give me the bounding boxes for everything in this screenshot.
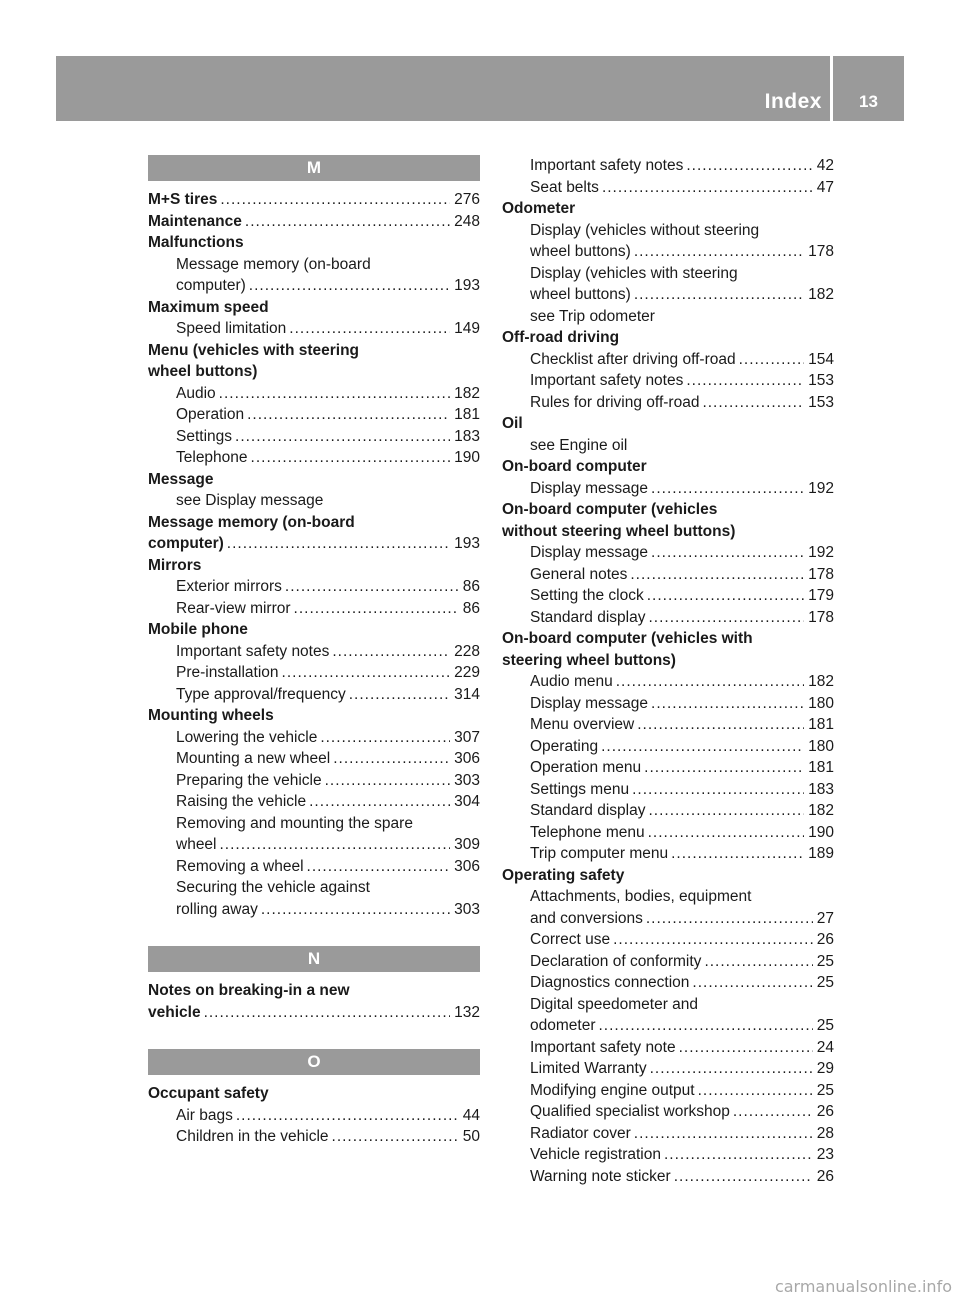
page-reference: 180: [808, 694, 834, 712]
index-entry: [148, 705, 480, 727]
page-reference: 307: [454, 728, 480, 746]
index-entry: [502, 413, 834, 435]
entry-label: Message memory (on-board: [148, 513, 355, 531]
page-reference: 42: [816, 157, 834, 174]
index-subentry[interactable]: [502, 693, 834, 715]
entry-label: Checklist after driving off-road: [530, 350, 736, 368]
index-subentry[interactable]: [148, 576, 480, 598]
index-subentry[interactable]: [502, 951, 834, 973]
page-reference: 182: [808, 802, 834, 819]
index-entry: [148, 980, 480, 1002]
dot-leader: [632, 779, 804, 800]
index-subentry[interactable]: [502, 714, 834, 736]
dot-leader: [325, 770, 451, 791]
index-entry: [148, 1083, 480, 1105]
page-reference: 193: [454, 277, 480, 294]
entry-label: Raising the vehicle: [176, 793, 307, 810]
index-subentry[interactable]: [148, 834, 480, 856]
page-reference: 26: [816, 1103, 834, 1120]
page-reference: 132: [454, 1003, 480, 1021]
dot-leader: [236, 1105, 459, 1126]
index-subentry[interactable]: [148, 598, 480, 620]
entry-label: Audio: [176, 384, 216, 402]
index-subentry[interactable]: [148, 748, 480, 770]
dot-leader: [634, 284, 804, 305]
page-reference: 182: [808, 286, 834, 303]
index-entry: [502, 456, 834, 478]
index-subentry[interactable]: [502, 972, 834, 994]
page-reference: 153: [808, 372, 834, 389]
dot-leader: [294, 598, 459, 619]
entry-label: Occupant safety: [148, 1085, 269, 1102]
dot-leader: [733, 1101, 813, 1122]
page-reference: 25: [816, 1081, 834, 1099]
index-entry: [148, 232, 480, 254]
entry-label: Air bags: [176, 1106, 233, 1124]
index-subentry[interactable]: [148, 727, 480, 749]
dot-leader: [674, 1166, 813, 1187]
index-entry[interactable]: [148, 533, 480, 555]
entry-label: Diagnostics connection: [530, 974, 690, 991]
entry-label: Mounting a new wheel: [176, 750, 331, 767]
index-subentry: [148, 813, 480, 835]
dot-leader: [309, 791, 450, 812]
dot-leader: [320, 727, 450, 748]
entry-label: On-board computer (vehicles: [502, 501, 718, 518]
dot-leader: [251, 447, 451, 468]
index-subentry: [502, 263, 834, 285]
entry-label: Menu overview: [530, 716, 635, 733]
entry-label: rolling away: [176, 900, 258, 918]
page-reference: 182: [454, 384, 480, 402]
index-subentry[interactable]: [502, 1166, 834, 1188]
entry-label: Exterior mirrors: [176, 578, 282, 595]
entry-label: computer): [148, 535, 224, 552]
dot-leader: [616, 671, 804, 692]
index-entry: [502, 650, 834, 672]
entry-label: computer): [176, 277, 246, 294]
dot-leader: [704, 951, 812, 972]
page-reference: 190: [808, 823, 834, 841]
dot-leader: [648, 607, 804, 628]
index-subentry: [148, 254, 480, 276]
page-reference: 25: [816, 952, 834, 970]
dot-leader: [307, 856, 451, 877]
entry-label: Declaration of conformity: [530, 952, 702, 970]
page-reference: 192: [808, 479, 834, 497]
dot-leader: [698, 1080, 813, 1101]
index-subentry[interactable]: [502, 564, 834, 586]
entry-label: wheel: [176, 836, 217, 853]
dot-leader: [630, 564, 804, 585]
entry-label: Off-road driving: [502, 329, 620, 346]
dot-leader: [220, 189, 450, 210]
page-reference: 182: [808, 673, 834, 690]
section-letter-n: N: [148, 946, 480, 972]
dot-leader: [634, 1123, 813, 1144]
entry-label: Seat belts: [530, 178, 599, 196]
dot-leader: [613, 929, 813, 950]
entry-label: Maintenance: [148, 212, 242, 230]
entry-label: wheel buttons): [530, 286, 631, 303]
dot-leader: [219, 383, 450, 404]
entry-label: Mobile phone: [148, 621, 248, 638]
entry-label: Operating: [530, 737, 599, 755]
entry-label: Maximum speed: [148, 298, 269, 316]
dot-leader: [332, 1126, 459, 1147]
page-reference: 24: [816, 1038, 834, 1056]
page-reference: 193: [454, 535, 480, 552]
entry-label: Vehicle registration: [530, 1146, 661, 1163]
index-subentry[interactable]: [502, 822, 834, 844]
index-subentry[interactable]: [148, 856, 480, 878]
entry-label: Display message: [530, 544, 649, 561]
index-subentry[interactable]: [502, 736, 834, 758]
page-reference: 26: [816, 931, 834, 948]
index-subentry[interactable]: [502, 542, 834, 564]
dot-leader: [686, 155, 812, 176]
index-subentry[interactable]: [148, 383, 480, 405]
index-subentry[interactable]: [148, 641, 480, 663]
entry-label: Mirrors: [148, 556, 202, 574]
dot-leader: [634, 241, 804, 262]
page-reference: 47: [816, 178, 834, 196]
index-subentry[interactable]: [502, 370, 834, 392]
index-subentry[interactable]: [502, 478, 834, 500]
dot-leader: [648, 800, 804, 821]
index-entry: [502, 628, 834, 650]
page-reference: 178: [808, 565, 834, 583]
index-entry: [502, 327, 834, 349]
entry-label: Removing a wheel: [176, 857, 304, 875]
index-subentry[interactable]: [502, 1144, 834, 1166]
entry-label: M+S tires: [148, 191, 218, 208]
entry-label: Display message: [530, 479, 649, 497]
page-reference: 149: [454, 320, 480, 337]
index-subentry[interactable]: [148, 684, 480, 706]
entry-label: Oil: [502, 415, 523, 432]
index-entry[interactable]: [148, 189, 480, 211]
page-reference: 181: [808, 716, 834, 733]
dot-leader: [249, 275, 450, 296]
page-reference: 229: [454, 664, 480, 681]
page-reference: 153: [808, 393, 834, 411]
watermark: carmanualsonline.info: [774, 1277, 952, 1296]
dot-leader: [692, 972, 812, 993]
entry-label: Rules for driving off-road: [530, 393, 700, 411]
index-subentry[interactable]: [148, 404, 480, 426]
page-reference: 309: [454, 836, 480, 853]
page-reference: 29: [816, 1060, 834, 1077]
entry-label: see Trip odometer: [530, 307, 655, 325]
section-letter-o: O: [148, 1049, 480, 1075]
page-reference: 303: [454, 771, 480, 789]
page-reference: 86: [462, 599, 480, 617]
entry-label: Menu (vehicles with steering: [148, 341, 360, 359]
dot-leader: [650, 1058, 813, 1079]
index-subentry[interactable]: [502, 1037, 834, 1059]
entry-label: Warning note sticker: [530, 1167, 671, 1185]
dot-leader: [648, 822, 805, 843]
entry-label: Radiator cover: [530, 1124, 631, 1142]
entry-label: Malfunctions: [148, 234, 244, 251]
index-subentry[interactable]: [502, 607, 834, 629]
index-subentry[interactable]: [502, 392, 834, 414]
dot-leader: [282, 662, 451, 683]
dot-leader: [664, 1144, 813, 1165]
entry-label: Trip computer menu: [530, 845, 669, 862]
dot-leader: [333, 748, 450, 769]
index-subentry: [502, 435, 834, 457]
index-subentry: [502, 220, 834, 242]
index-entry: [148, 297, 480, 319]
index-subentry[interactable]: [502, 671, 834, 693]
page-reference: 23: [816, 1146, 834, 1163]
page-reference: 303: [454, 900, 480, 918]
entry-label: Important safety notes: [530, 372, 684, 389]
page-reference: 181: [808, 759, 834, 776]
dot-leader: [671, 843, 804, 864]
index-subentry[interactable]: [502, 929, 834, 951]
page-reference: 25: [816, 974, 834, 991]
entry-label: Telephone: [176, 449, 248, 466]
page-reference: 178: [808, 608, 834, 626]
dot-leader: [644, 757, 804, 778]
index-entry: [502, 198, 834, 220]
page-reference: 183: [808, 780, 834, 798]
index-subentry[interactable]: [502, 1058, 834, 1080]
entry-label: Securing the vehicle against: [176, 879, 370, 896]
entry-label: Audio menu: [530, 673, 613, 690]
entry-label: vehicle: [148, 1003, 201, 1021]
dot-leader: [261, 899, 450, 920]
dot-leader: [646, 908, 813, 929]
index-subentry[interactable]: [502, 241, 834, 263]
entry-label: Type approval/frequency: [176, 685, 346, 703]
page-number: 13: [859, 92, 878, 111]
dot-leader: [598, 1015, 812, 1036]
page-reference: 181: [454, 406, 480, 423]
index-subentry[interactable]: [502, 585, 834, 607]
index-column-left: [148, 151, 480, 1148]
index-subentry[interactable]: [148, 791, 480, 813]
index-subentry[interactable]: [502, 349, 834, 371]
page-reference: 179: [808, 587, 834, 604]
entry-label: Mounting wheels: [148, 707, 274, 724]
entry-label: Message memory (on-board: [176, 255, 371, 273]
index-entry: [148, 619, 480, 641]
page-reference: 27: [816, 909, 834, 927]
index-subentry[interactable]: [502, 1080, 834, 1102]
page-reference: 180: [808, 737, 834, 755]
index-entry: [148, 555, 480, 577]
entry-label: wheel buttons): [530, 243, 631, 260]
entry-label: General notes: [530, 565, 628, 583]
entry-label: Speed limitation: [176, 320, 287, 337]
entry-label: Setting the clock: [530, 587, 644, 604]
entry-label: Telephone menu: [530, 823, 645, 841]
dot-leader: [602, 177, 813, 198]
dot-leader: [739, 349, 805, 370]
page-reference: 154: [808, 350, 834, 368]
entry-label: Standard display: [530, 608, 646, 626]
dot-leader: [227, 533, 450, 554]
entry-label: and conversions: [530, 909, 643, 927]
dot-leader: [647, 585, 804, 606]
index-subentry: [502, 306, 834, 328]
entry-label: Operation menu: [530, 759, 642, 776]
page-reference: 26: [816, 1167, 834, 1185]
index-subentry[interactable]: [148, 1105, 480, 1127]
page-reference: 306: [454, 857, 480, 875]
entry-label: Important safety notes: [176, 642, 330, 660]
index-subentry[interactable]: [502, 155, 834, 177]
dot-leader: [651, 693, 804, 714]
index-subentry[interactable]: [148, 426, 480, 448]
entry-label: Modifying engine output: [530, 1081, 695, 1099]
entry-label: odometer: [530, 1017, 596, 1034]
page-reference: 25: [816, 1017, 834, 1034]
entry-label: Preparing the vehicle: [176, 771, 322, 789]
entry-label: On-board computer: [502, 458, 647, 475]
page-reference: 314: [454, 685, 480, 703]
entry-label: Correct use: [530, 931, 611, 948]
page-reference: 28: [816, 1124, 834, 1142]
dot-leader: [702, 392, 804, 413]
index-subentry[interactable]: [502, 779, 834, 801]
entry-label: Lowering the vehicle: [176, 728, 318, 746]
entry-label: steering wheel buttons): [502, 651, 676, 669]
section-letter-m: M: [148, 155, 480, 181]
page-reference: 248: [454, 212, 480, 230]
entry-label: Operation: [176, 406, 245, 423]
dot-leader: [247, 404, 450, 425]
dot-leader: [679, 1037, 813, 1058]
entry-label: Important safety note: [530, 1038, 676, 1056]
page-reference: 44: [462, 1106, 480, 1124]
entry-label: Notes on breaking-in a new: [148, 982, 350, 999]
index-subentry[interactable]: [502, 1101, 834, 1123]
entry-label: see Engine oil: [530, 436, 628, 454]
entry-label: Standard display: [530, 802, 646, 819]
index-subentry: [148, 490, 480, 512]
index-subentry[interactable]: [502, 177, 834, 199]
entry-label: Display message: [530, 694, 649, 712]
dot-leader: [220, 834, 451, 855]
dot-leader: [651, 478, 804, 499]
dot-leader: [245, 211, 450, 232]
index-subentry[interactable]: [502, 800, 834, 822]
entry-label: Pre-installation: [176, 664, 279, 681]
index-subentry[interactable]: [148, 1126, 480, 1148]
index-entry: [148, 512, 480, 534]
page-reference: 183: [454, 427, 480, 445]
index-column-right: [502, 155, 834, 1187]
entry-label: Settings: [176, 427, 233, 445]
entry-label: On-board computer (vehicles with: [502, 630, 753, 647]
index-entry: [148, 340, 480, 362]
dot-leader: [349, 684, 450, 705]
entry-label: Qualified specialist workshop: [530, 1103, 730, 1120]
dot-leader: [204, 1002, 451, 1023]
entry-label: see Display message: [176, 492, 324, 509]
entry-label: Operating safety: [502, 866, 625, 884]
page-reference: 304: [454, 793, 480, 810]
page-reference: 50: [462, 1128, 480, 1145]
entry-label: Important safety notes: [530, 157, 684, 174]
page-reference: 192: [808, 544, 834, 561]
index-entry: [502, 521, 834, 543]
index-subentry[interactable]: [502, 757, 834, 779]
index-subentry[interactable]: [502, 843, 834, 865]
index-entry: [148, 469, 480, 491]
entry-label: Children in the vehicle: [176, 1128, 329, 1145]
entry-label: Display (vehicles without steering: [530, 221, 760, 239]
dot-leader: [289, 318, 450, 339]
dot-leader: [332, 641, 450, 662]
index-entry: [502, 865, 834, 887]
dot-leader: [637, 714, 804, 735]
dot-leader: [651, 542, 804, 563]
entry-label: Limited Warranty: [530, 1060, 647, 1077]
index-subentry: [502, 994, 834, 1016]
index-subentry[interactable]: [502, 1015, 834, 1037]
dot-leader: [601, 736, 804, 757]
index-subentry[interactable]: [502, 1123, 834, 1145]
index-subentry[interactable]: [148, 318, 480, 340]
page-reference: 276: [454, 191, 480, 208]
entry-label: Settings menu: [530, 780, 630, 798]
page-reference: 190: [454, 449, 480, 466]
index-subentry[interactable]: [502, 908, 834, 930]
entry-label: Removing and mounting the spare: [176, 814, 413, 832]
index-subentry: [148, 877, 480, 899]
page-reference: 178: [808, 243, 834, 260]
index-subentry[interactable]: [502, 284, 834, 306]
entry-label: Digital speedometer and: [530, 995, 699, 1013]
page-title: Index: [764, 90, 822, 113]
index-entry: [148, 361, 480, 383]
dot-leader: [235, 426, 450, 447]
index-subentry[interactable]: [148, 662, 480, 684]
page-reference: 228: [454, 642, 480, 660]
index-subentry[interactable]: [148, 275, 480, 297]
entry-label: Message: [148, 470, 214, 488]
entry-label: Odometer: [502, 200, 576, 217]
index-entry: [502, 499, 834, 521]
entry-label: wheel buttons): [148, 363, 258, 380]
entry-label: Attachments, bodies, equipment: [530, 888, 752, 905]
index-entry[interactable]: [148, 1002, 480, 1024]
index-subentry[interactable]: [148, 770, 480, 792]
entry-label: without steering wheel buttons): [502, 522, 736, 540]
page-reference: 306: [454, 750, 480, 767]
index-subentry[interactable]: [148, 899, 480, 921]
dot-leader: [686, 370, 804, 391]
entry-label: Rear-view mirror: [176, 599, 291, 617]
index-subentry: [502, 886, 834, 908]
index-subentry[interactable]: [148, 447, 480, 469]
page-reference: 86: [462, 578, 480, 595]
page-reference: 189: [808, 845, 834, 862]
entry-label: Display (vehicles with steering: [530, 264, 738, 282]
index-entry[interactable]: [148, 211, 480, 233]
dot-leader: [285, 576, 459, 597]
